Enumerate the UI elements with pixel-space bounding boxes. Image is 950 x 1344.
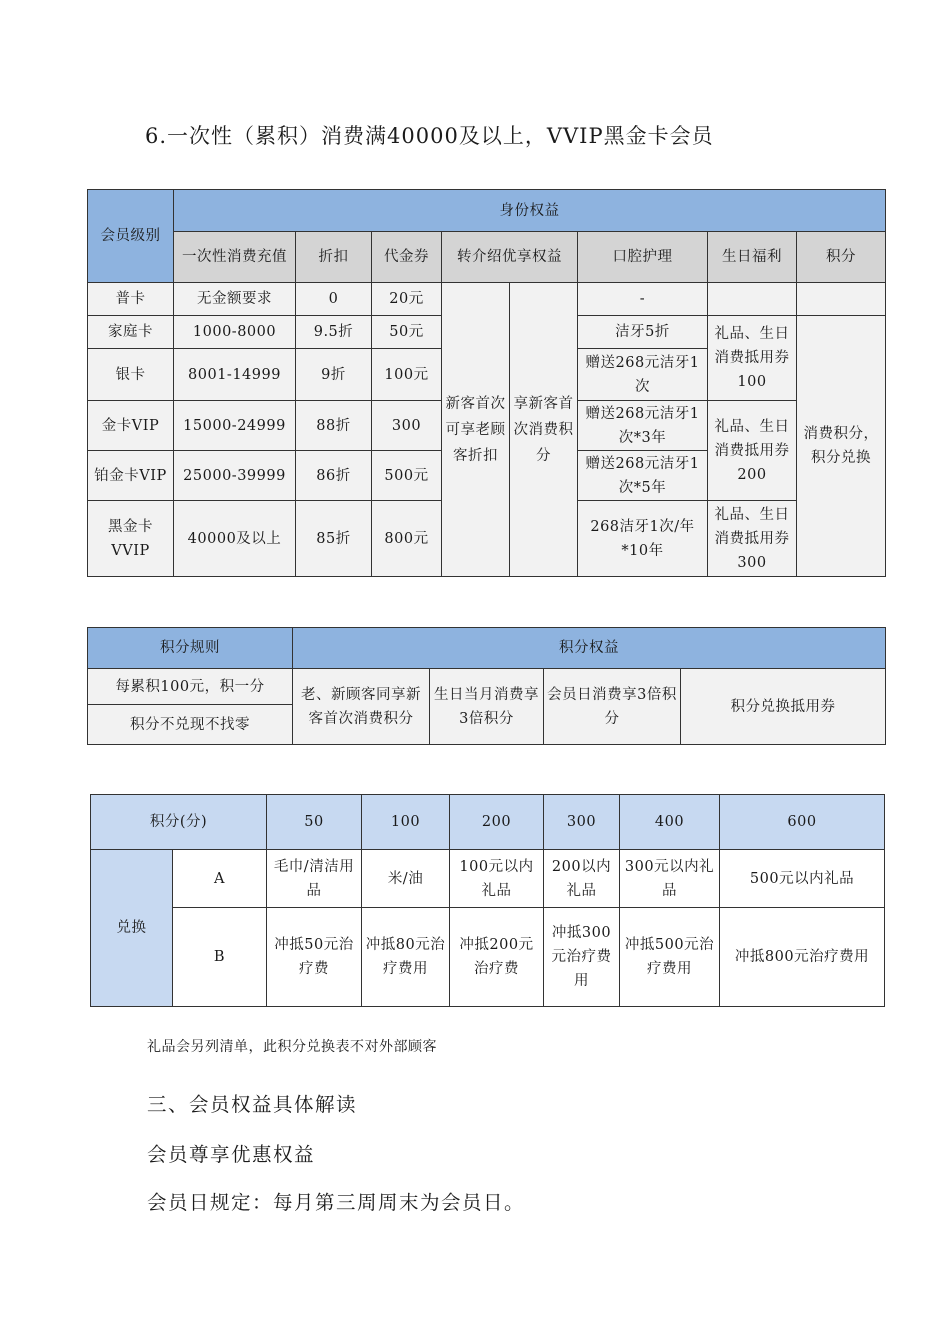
discount-cell: 9.5折 [296,316,372,349]
voucher-cell: 800元 [372,501,442,577]
level-cell: 普卡 [88,283,174,316]
care-cell: - [578,283,708,316]
option-a-cell: 米/油 [362,850,450,908]
option-b-cell: 冲抵500元治疗费用 [620,908,720,1007]
voucher-cell: 20元 [372,283,442,316]
option-b-cell: 冲抵300元治疗费用 [544,908,620,1007]
option-b-cell: 冲抵50元治疗费 [267,908,362,1007]
voucher-cell: 50元 [372,316,442,349]
option-a-cell: 500元以内礼品 [720,850,885,908]
amount-cell: 25000-39999 [174,451,296,501]
rights-header: 积分权益 [293,628,886,669]
points-value: 400 [620,795,720,850]
discount-cell: 85折 [296,501,372,577]
amount-cell: 1000-8000 [174,316,296,349]
option-b-cell: 冲抵80元治疗费用 [362,908,450,1007]
right-cell: 积分兑换抵用券 [681,669,886,745]
rule-cell: 每累积100元，积一分 [88,669,293,705]
rules-header: 积分规则 [88,628,293,669]
birthday-benefit: 礼品、生日消费抵用券200 [708,401,797,501]
option-b-cell: 冲抵800元治疗费用 [720,908,885,1007]
care-cell: 赠送268元洁牙1次 [578,349,708,401]
points-benefit: 消费积分，积分兑换 [797,316,886,577]
option-a-cell: 200以内礼品 [544,850,620,908]
points-value: 600 [720,795,885,850]
level-cell: 黑金卡VVIP [88,501,174,577]
discount-cell: 0 [296,283,372,316]
option-b-cell: 冲抵200元治疗费 [450,908,544,1007]
points-rules-table [87,627,886,745]
amount-cell: 15000-24999 [174,401,296,451]
care-cell: 洁牙5折 [578,316,708,349]
right-cell: 会员日消费享3倍积分 [544,669,681,745]
discount-cell: 88折 [296,401,372,451]
referral-new-customer: 享新客首次消费积分 [510,283,578,577]
birthday-empty [708,283,797,316]
section-title: 三、会员权益具体解读 [147,1093,358,1116]
voucher-cell: 300 [372,401,442,451]
option-a-cell: 300元以内礼品 [620,850,720,908]
membership-table [87,189,886,577]
amount-cell: 40000及以上 [174,501,296,577]
right-cell: 生日当月消费享3倍积分 [430,669,544,745]
care-cell: 赠送268元洁牙1次*5年 [578,451,708,501]
amount-cell: 无金额要求 [174,283,296,316]
discount-cell: 86折 [296,451,372,501]
discount-cell: 9折 [296,349,372,401]
option-b-label: B [173,908,267,1007]
voucher-cell: 100元 [372,349,442,401]
points-empty [797,283,886,316]
amount-cell: 8001-14999 [174,349,296,401]
option-a-cell: 100元以内礼品 [450,850,544,908]
col-birthday: 生日福利 [708,232,797,283]
points-exchange-table [90,794,885,1007]
birthday-benefit: 礼品、生日消费抵用券300 [708,501,797,577]
option-a-label: A [173,850,267,908]
level-cell: 金卡VIP [88,401,174,451]
col-oral-care: 口腔护理 [578,232,708,283]
col-amount: 一次性消费充值 [174,232,296,283]
birthday-benefit: 礼品、生日消费抵用券100 [708,316,797,401]
col-discount: 折扣 [296,232,372,283]
exchange-label: 兑换 [91,850,173,1007]
col-voucher: 代金券 [372,232,442,283]
right-cell: 老、新顾客同享新客首次消费积分 [293,669,430,745]
gift-note: 礼品会另列清单，此积分兑换表不对外部顾客 [147,1039,437,1055]
level-cell: 铂金卡VIP [88,451,174,501]
care-cell: 268洁牙1次/年*10年 [578,501,708,577]
points-header: 积分(分) [91,795,267,850]
col-referral: 转介绍优享权益 [442,232,578,283]
rule-cell: 积分不兑现不找零 [88,705,293,745]
level-cell: 银卡 [88,349,174,401]
option-a-cell: 毛巾/清洁用品 [267,850,362,908]
points-value: 50 [267,795,362,850]
referral-old-customer: 新客首次可享老顾客折扣 [442,283,510,577]
member-day-rule: 会员日规定：每月第三周周末为会员日。 [147,1191,526,1214]
points-value: 100 [362,795,450,850]
subsection-title: 会员尊享优惠权益 [147,1143,316,1166]
voucher-cell: 500元 [372,451,442,501]
care-cell: 赠送268元洁牙1次*3年 [578,401,708,451]
level-cell: 家庭卡 [88,316,174,349]
rights-group-header: 身份权益 [174,190,886,232]
section-heading: 6.一次性（累积）消费满40000及以上，VVIP黑金卡会员 [145,124,714,148]
points-value: 300 [544,795,620,850]
level-header: 会员级别 [88,190,174,283]
col-points: 积分 [797,232,886,283]
points-value: 200 [450,795,544,850]
